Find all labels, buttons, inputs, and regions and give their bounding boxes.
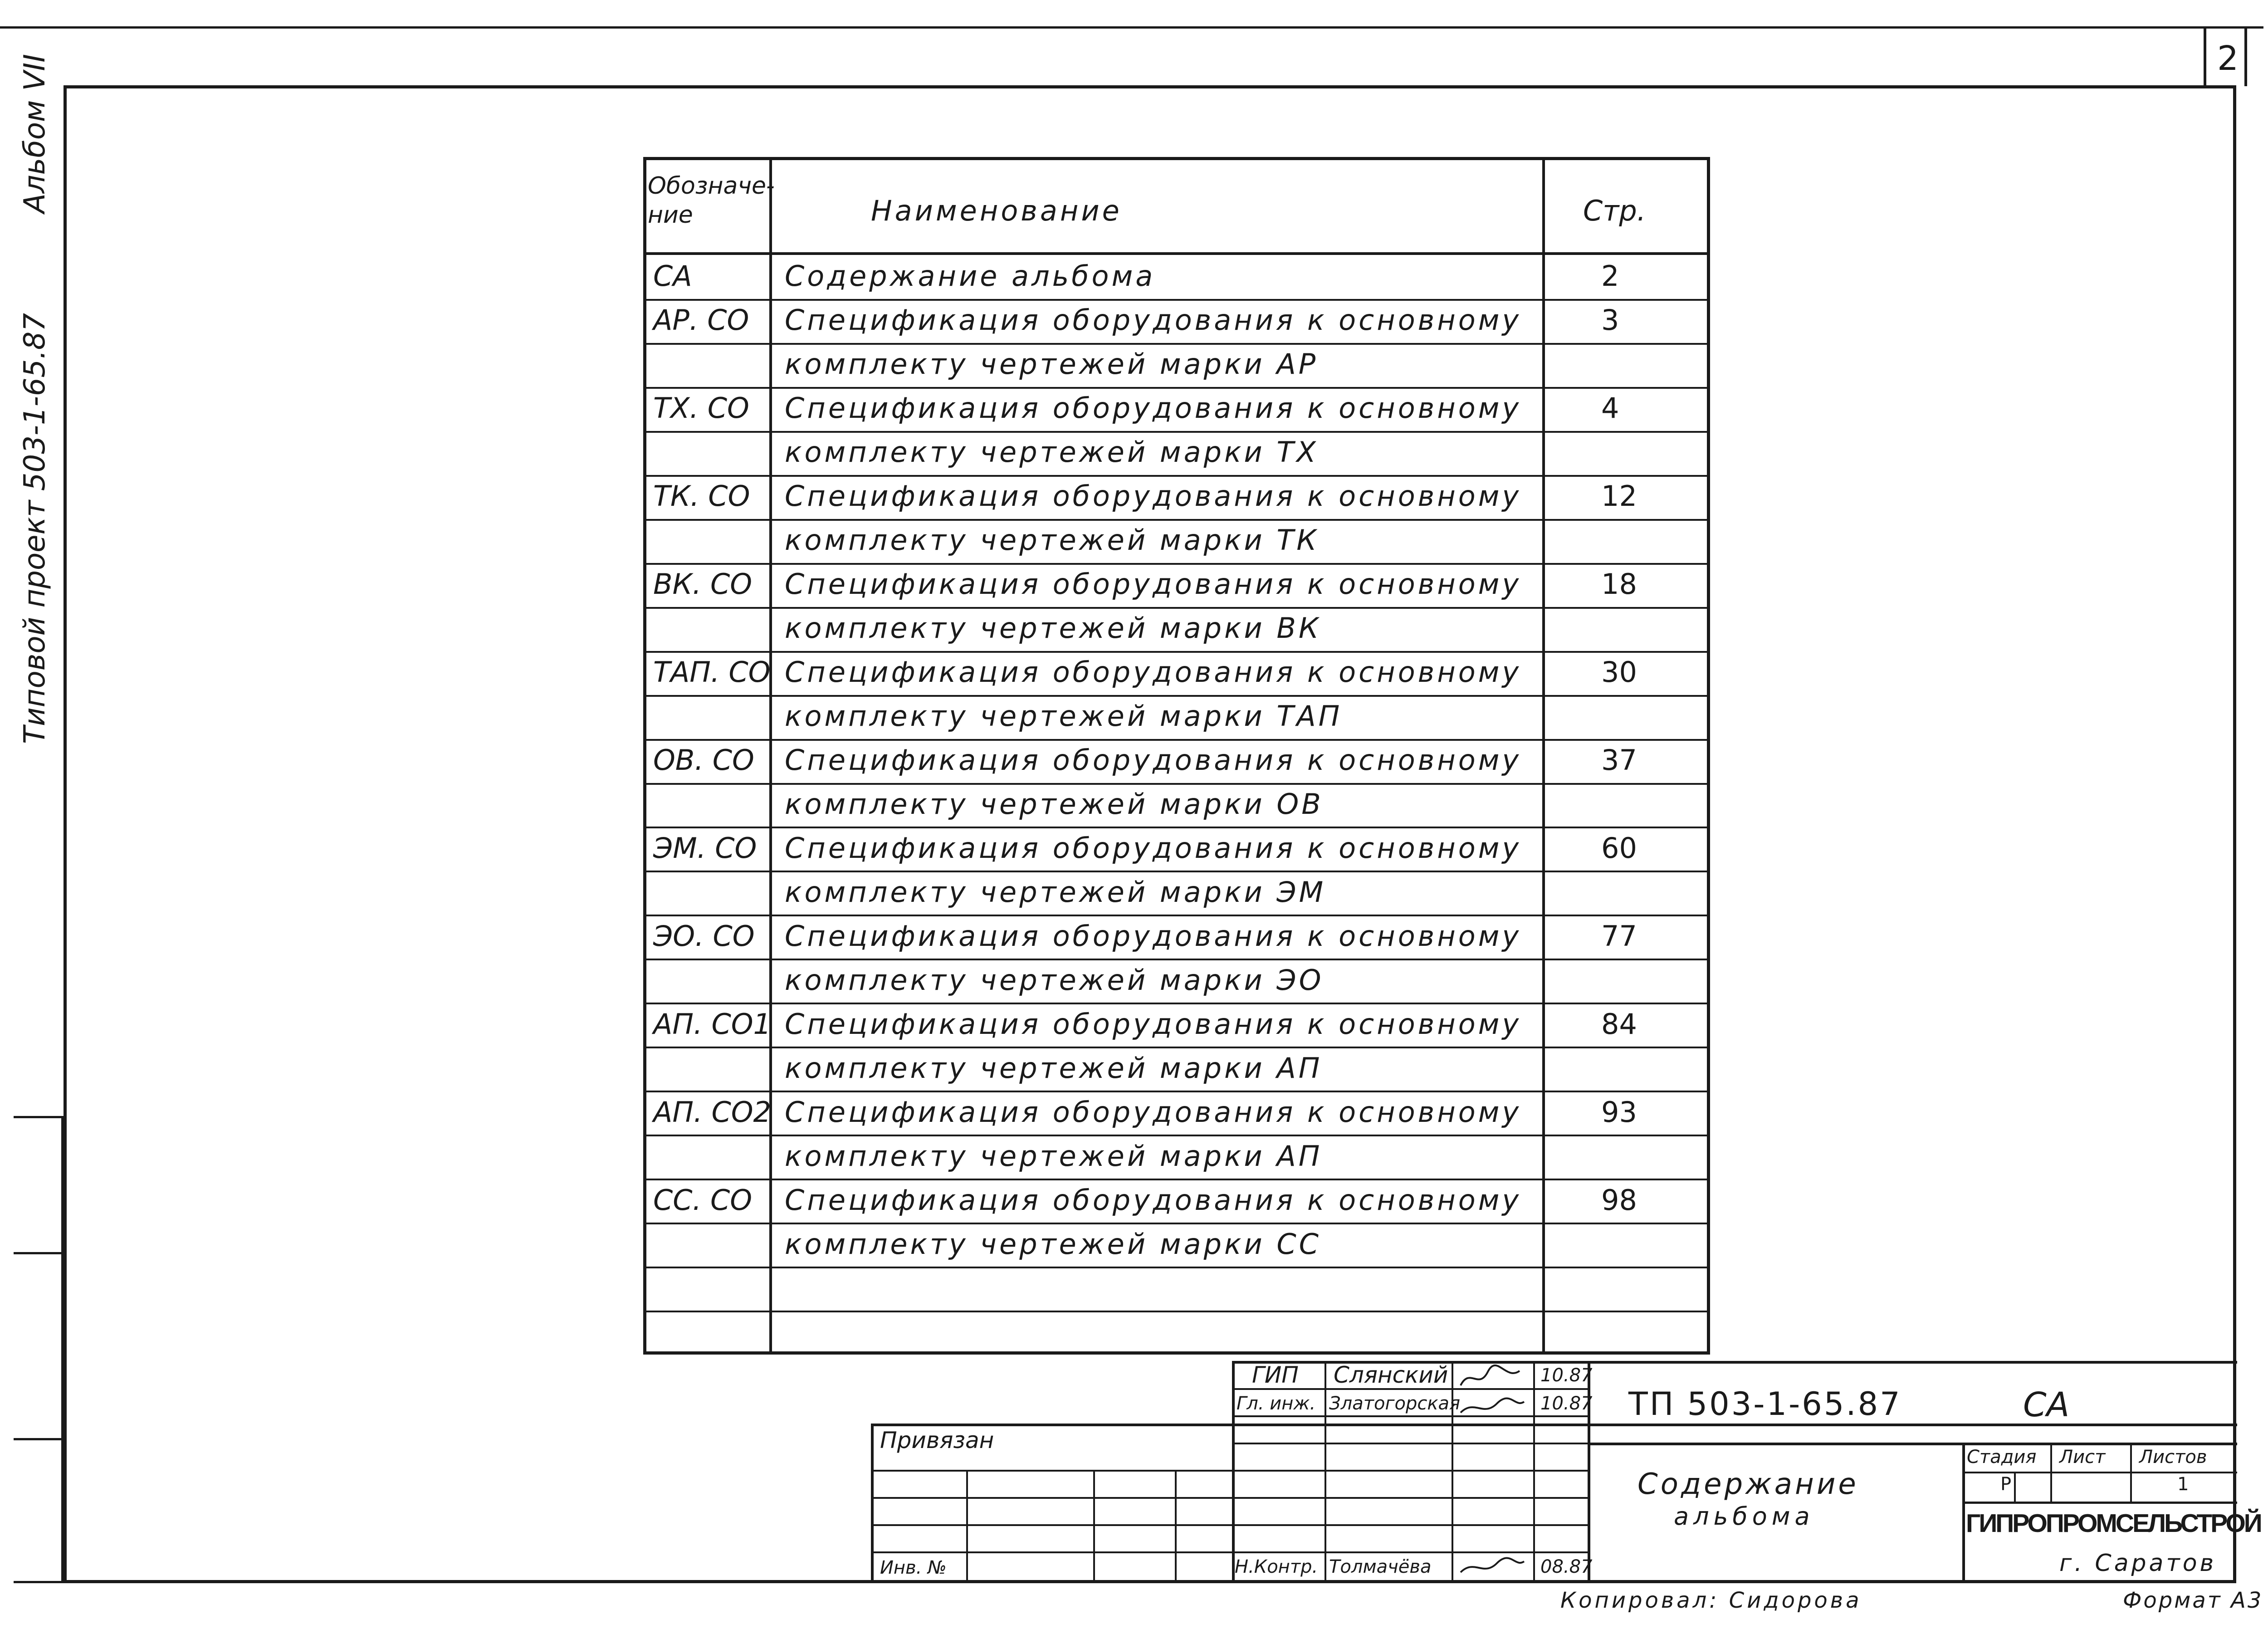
contents-code: АР. СО [653,303,749,337]
contents-page: 3 [1601,303,1619,337]
contents-name: комплекту чертежей марки ТК [785,523,1320,557]
left-strip-divider [14,1252,64,1254]
contents-page: 30 [1601,656,1637,689]
signature-mark [1456,1554,1529,1581]
privyazan-label: Привязан [880,1427,994,1453]
contents-row-divider [643,431,1710,433]
contents-page: 84 [1601,1008,1637,1041]
contents-name: Спецификация оборудования к основному [785,656,1522,689]
contents-page: 18 [1601,567,1637,601]
contents-col-divider [1542,157,1545,1355]
contents-code: АП. СО1 [653,1008,771,1041]
header-page: Стр. [1583,194,1646,227]
contents-code: ТХ. СО [653,391,749,425]
tb-line [871,1524,1234,1526]
tb-line [871,1497,1234,1499]
contents-name: Спецификация оборудования к основному [785,1184,1522,1217]
contents-row-divider [643,1091,1710,1092]
contents-code: ОВ. СО [653,744,754,777]
tb-line [2130,1443,2132,1502]
tb-line [966,1470,968,1583]
nkontr-date: 08.87 [1540,1556,1593,1577]
contents-code: ТК. СО [653,479,750,513]
format-label: Формат А3 [2123,1588,2263,1613]
contents-row-divider [643,1047,1710,1048]
tb-line [2014,1472,2016,1502]
contents-page: 77 [1601,920,1637,953]
contents-row-divider [643,299,1710,301]
contents-name: Спецификация оборудования к основному [785,1008,1522,1041]
tb-line [1232,1443,1590,1444]
contents-code: АП. СО2 [653,1096,771,1129]
contents-row-divider [643,343,1710,345]
tb-line [1533,1361,1535,1583]
header-name: Наименование [871,194,1122,227]
contents-name: Спецификация оборудования к основному [785,744,1522,777]
project-code: ТП 503-1-65.87 [1628,1385,1902,1423]
chief-role: Гл. инж. [1237,1393,1316,1414]
contents-name: Спецификация оборудования к основному [785,567,1522,601]
contents-name: комплекту чертежей марки АР [785,347,1319,381]
contents-name: Спецификация оборудования к основному [785,303,1522,337]
contents-row-divider [643,651,1710,653]
contents-code: ВК. СО [653,567,753,601]
nkontr-name: Толмачёва [1329,1556,1432,1577]
contents-code: ЭМ. СО [653,832,757,865]
sheet-number: 2 [2217,39,2239,78]
contents-row-divider [643,783,1710,785]
sheets-value: 1 [2177,1474,2189,1495]
contents-row-divider [643,607,1710,609]
doc-title-line1: Содержание [1637,1468,1859,1501]
top-border-line [0,26,2263,29]
contents-row-divider [643,475,1710,477]
contents-row-divider [643,827,1710,828]
contents-name: комплекту чертежей марки СС [785,1228,1321,1261]
copied-by: Копировал: Сидорова [1560,1588,1862,1613]
tb-line [1325,1361,1326,1583]
tb-line [2050,1443,2052,1502]
tb-line [1232,1388,1590,1390]
contents-row-divider [643,1267,1710,1268]
contents-name: комплекту чертежей марки ТАП [785,700,1343,733]
contents-name: комплекту чертежей марки ЭМ [785,876,1326,909]
left-strip-divider [14,1438,64,1440]
side-album-label: Альбом VII [18,54,52,213]
contents-header-divider [643,252,1710,255]
contents-page: 12 [1601,479,1637,513]
gip-name: Слянский [1334,1362,1448,1388]
contents-row-divider [643,563,1710,565]
inv-no-label: Инв. № [880,1557,947,1578]
gip-date: 10.87 [1540,1365,1593,1386]
contents-row-divider [643,871,1710,872]
contents-name: Содержание альбома [785,259,1156,293]
contents-name: комплекту чертежей марки ЭО [785,964,1324,997]
header-code: Обозначе- ние [648,172,775,229]
nkontr-role: Н.Контр. [1235,1556,1318,1577]
org-city: г. Саратов [2059,1550,2217,1577]
contents-page: 98 [1601,1184,1637,1217]
tb-line [1962,1472,2237,1473]
tb-line [1962,1502,2237,1504]
contents-page: 60 [1601,832,1637,865]
doc-title-line2: альбома [1674,1502,1814,1531]
chief-date: 10.87 [1540,1393,1593,1414]
contents-page: 37 [1601,744,1637,777]
contents-name: Спецификация оборудования к основному [785,1096,1522,1129]
tb-line [871,1470,1234,1472]
contents-row-divider [643,1003,1710,1004]
contents-code: ЭО. СО [653,920,755,953]
org-name: ГИПРОПРОМСЕЛЬСТРОЙ [1966,1509,2261,1538]
contents-name: комплекту чертежей марки ТХ [785,435,1319,469]
stage-value: Р [2000,1474,2012,1495]
gip-role: ГИП [1252,1362,1299,1388]
sheets-label: Листов [2139,1447,2207,1468]
tb-line [1093,1470,1095,1583]
contents-code: СС. СО [653,1184,753,1217]
contents-row-divider [643,387,1710,389]
signature-marks [1456,1363,1529,1440]
contents-name: Спецификация оборудования к основному [785,832,1522,865]
contents-page: 2 [1601,259,1619,293]
contents-row-divider [643,915,1710,916]
tb-line [1232,1551,1590,1553]
contents-row-divider [643,519,1710,521]
contents-page: 93 [1601,1096,1637,1129]
left-approval-strip [14,1116,64,1583]
contents-col-divider [769,157,772,1355]
contents-code: СА [653,259,692,293]
doc-code: СА [2023,1385,2070,1424]
contents-name: комплекту чертежей марки АП [785,1052,1323,1085]
tb-line [1232,1470,1590,1472]
tb-line [1232,1524,1590,1526]
contents-page: 4 [1601,391,1619,425]
contents-row-divider [643,1135,1710,1136]
contents-row-divider [643,1223,1710,1224]
contents-name: комплекту чертежей марки ВК [785,612,1321,645]
tb-line [1175,1470,1177,1583]
tb-line [1590,1443,2237,1445]
contents-name: комплекту чертежей марки АП [785,1140,1323,1173]
tb-line [1962,1443,1965,1583]
stage-label: Стадия [1967,1447,2037,1468]
contents-code: ТАП. СО [653,656,771,689]
contents-name: Спецификация оборудования к основному [785,920,1522,953]
contents-row-divider [643,695,1710,697]
contents-name: Спецификация оборудования к основному [785,391,1522,425]
chief-name: Златогорская [1329,1393,1461,1414]
contents-row-divider [643,1311,1710,1312]
contents-row-divider [643,959,1710,960]
tb-line [1232,1497,1590,1499]
contents-name: Спецификация оборудования к основному [785,479,1522,513]
side-project-title: Типовой проект 503-1-65.87 [18,313,52,744]
contents-row-divider [643,739,1710,741]
contents-row-divider [643,1179,1710,1180]
tb-line [871,1551,1234,1553]
tb-line [1232,1415,1590,1417]
contents-name: комплекту чертежей марки ОВ [785,788,1324,821]
sheet-label: Лист [2059,1447,2106,1468]
